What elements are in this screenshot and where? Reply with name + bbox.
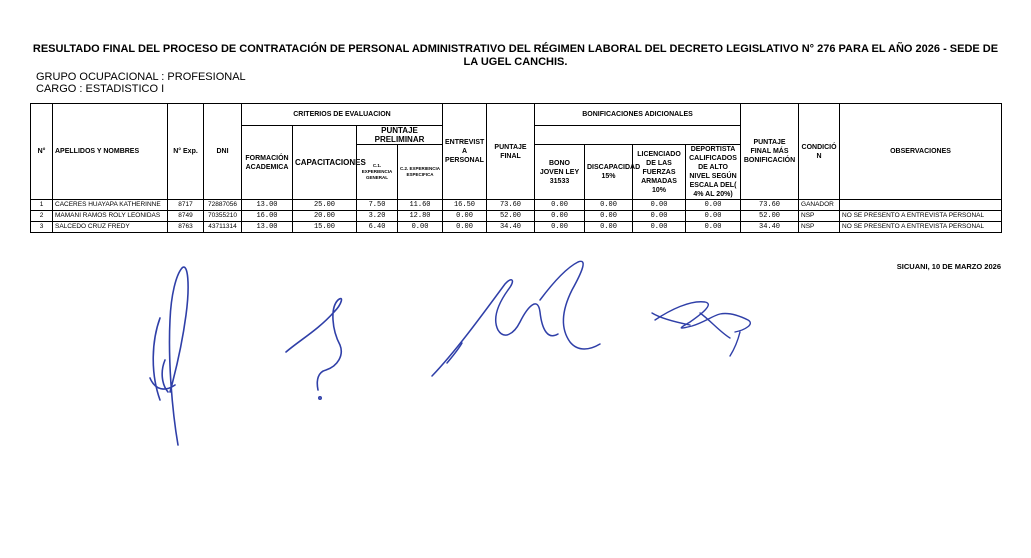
cell-dni: 70355210: [204, 211, 242, 222]
cell-obs: NO SE PRESENTO A ENTREVISTA PERSONAL: [840, 211, 1002, 222]
cell-entrevista: 0.00: [443, 211, 487, 222]
cell-n: 3: [31, 222, 53, 233]
cell-final-bonif: 34.40: [741, 222, 799, 233]
signature-4: [652, 302, 750, 356]
cell-final-bonif: 73.60: [741, 200, 799, 211]
cell-capacitaciones: 20.00: [293, 211, 357, 222]
signature-2: [286, 299, 341, 400]
cell-exp-general: 3.20: [357, 211, 398, 222]
signature-1: [150, 267, 188, 445]
cell-final-bonif: 52.00: [741, 211, 799, 222]
cell-exp-general: 6.40: [357, 222, 398, 233]
header-apellidos: APELLIDOS Y NOMBRES: [53, 104, 168, 200]
header-nexp: N° Exp.: [168, 104, 204, 200]
cell-exp-especifica: 11.60: [398, 200, 443, 211]
cell-dep: 0.00: [686, 200, 741, 211]
document-date: SICUANI, 10 DE MARZO 2026: [896, 262, 1001, 271]
header-bonificaciones: BONIFICACIONES ADICIONALES: [535, 104, 741, 126]
cell-exp: 8763: [168, 222, 204, 233]
header-bono-joven: BONO JOVEN LEY 31533: [535, 145, 585, 200]
header-discapacidad: DISCAPACIDAD 15%: [585, 145, 633, 200]
cell-dep: 0.00: [686, 211, 741, 222]
cell-nombre: SALCEDO CRUZ FREDY: [53, 222, 168, 233]
cell-exp-general: 7.50: [357, 200, 398, 211]
grupo-ocupacional: GRUPO OCUPACIONAL : PROFESIONAL: [36, 71, 246, 83]
cell-final: 34.40: [487, 222, 535, 233]
header-n: N°: [31, 104, 53, 200]
header-exp-especifica: C.2. EXPERIENCIA ESPECIFICA: [398, 145, 443, 200]
header-formacion: FORMACIÓN ACADEMICA: [242, 126, 293, 200]
cell-bono: 0.00: [535, 222, 585, 233]
cell-n: 2: [31, 211, 53, 222]
header-puntaje-final: PUNTAJE FINAL: [487, 104, 535, 200]
cell-entrevista: 0.00: [443, 222, 487, 233]
cell-bono: 0.00: [535, 211, 585, 222]
signature-3: [432, 261, 600, 376]
header-puntaje-preliminar: PUNTAJE PRELIMINAR: [357, 126, 443, 145]
cell-condicion: GANADOR: [799, 200, 840, 211]
header-entrevista: ENTREVIST A PERSONAL: [443, 104, 487, 200]
cell-dni: 72887056: [204, 200, 242, 211]
header-capacitaciones: CAPACITACIONES: [293, 126, 357, 200]
cell-capacitaciones: 25.00: [293, 200, 357, 211]
cell-formacion: 16.00: [242, 211, 293, 222]
header-condicion: CONDICIÓ N: [799, 104, 840, 200]
cell-final: 52.00: [487, 211, 535, 222]
header-observaciones: OBSERVACIONES: [840, 104, 1002, 200]
cell-dni: 43711314: [204, 222, 242, 233]
cell-entrevista: 16.50: [443, 200, 487, 211]
cargo: CARGO : ESTADISTICO I: [36, 83, 165, 95]
cell-formacion: 13.00: [242, 222, 293, 233]
cell-nombre: MAMANI RAMOS ROLY LEONIDAS: [53, 211, 168, 222]
header-criterios: CRITERIOS DE EVALUACION: [242, 104, 443, 126]
cell-exp: 8749: [168, 211, 204, 222]
header-puntaje-final-bonif: PUNTAJE FINAL MÁS BONIFICACIÓN: [741, 104, 799, 200]
cell-lic: 0.00: [633, 211, 686, 222]
cell-dep: 0.00: [686, 222, 741, 233]
header-dni: DNI: [204, 104, 242, 200]
cell-exp: 8717: [168, 200, 204, 211]
cell-capacitaciones: 15.00: [293, 222, 357, 233]
header-deportista: DEPORTISTA CALIFICADOS DE ALTO NIVEL SEGÚN ESCALA DEL( 4% AL 20%): [686, 145, 741, 200]
header-exp-general: C.1. EXPERIENCIA GENERAL: [357, 145, 398, 200]
cell-exp-especifica: 0.00: [398, 222, 443, 233]
cell-disc: 0.00: [585, 211, 633, 222]
cell-formacion: 13.00: [242, 200, 293, 211]
cell-disc: 0.00: [585, 222, 633, 233]
cell-obs: NO SE PRESENTO A ENTREVISTA PERSONAL: [840, 222, 1002, 233]
cell-condicion: NSP: [799, 222, 840, 233]
cell-disc: 0.00: [585, 200, 633, 211]
document-title: RESULTADO FINAL DEL PROCESO DE CONTRATACIÓN DE PERSONAL ADMINISTRATIVO DEL RÉGIMEN LABORAL DEL DECRETO LEGISLATIVO N° 276 PARA EL AÑO 2026 - SEDE DE LA UGEL CANCHIS.: [32, 43, 999, 68]
cell-exp-especifica: 12.80: [398, 211, 443, 222]
cell-lic: 0.00: [633, 222, 686, 233]
cell-final: 73.60: [487, 200, 535, 211]
cell-n: 1: [31, 200, 53, 211]
cell-nombre: CACERES HUAYAPA KATHERINNE: [53, 200, 168, 211]
cell-lic: 0.00: [633, 200, 686, 211]
header-licenciado: LICENCIADO DE LAS FUERZAS ARMADAS 10%: [633, 145, 686, 200]
cell-bono: 0.00: [535, 200, 585, 211]
cell-condicion: NSP: [799, 211, 840, 222]
